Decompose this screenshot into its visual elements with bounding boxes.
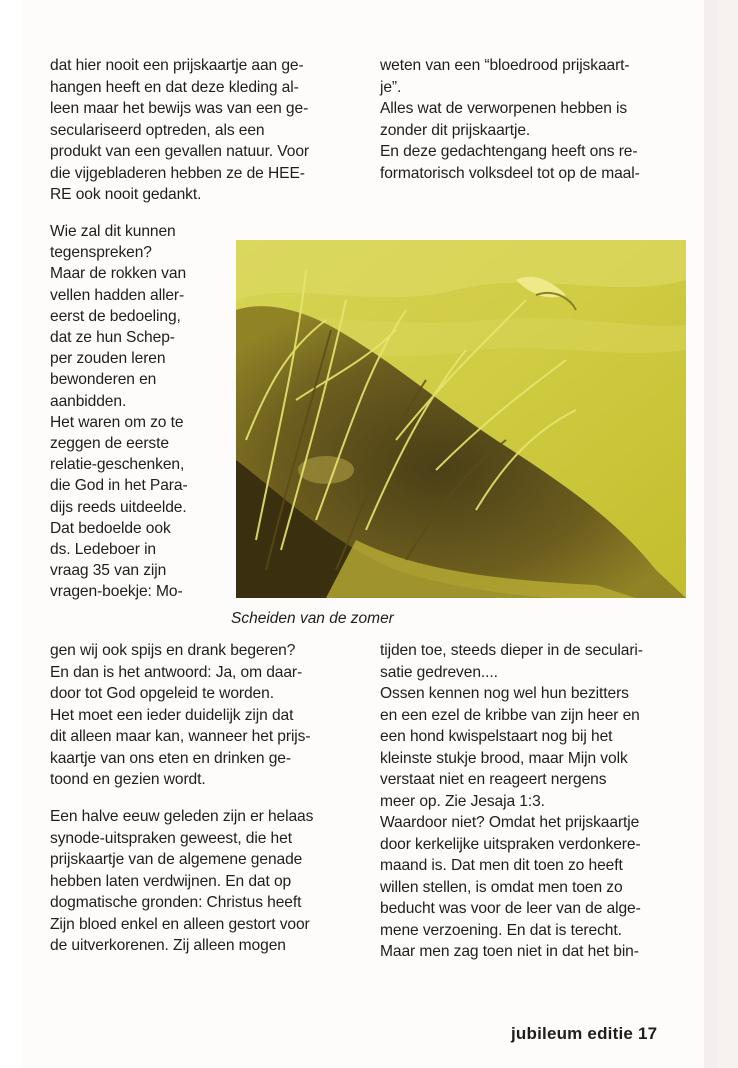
- text-line: en een ezel de kribbe van zijn heer en: [380, 706, 640, 724]
- text-line: tijden toe, steeds dieper in de seculari-: [380, 642, 643, 659]
- text-line: Zijn bloed enkel en alleen gestort voor: [50, 915, 310, 933]
- photo-grass-at-water: [236, 240, 686, 598]
- text-line: Een halve eeuw geleden zijn er helaas: [50, 808, 314, 825]
- photo-caption: Scheiden van de zomer: [231, 610, 394, 627]
- text-line: gen wij ook spijs en drank begeren?: [50, 642, 296, 659]
- text-line: hebben laten verdwijnen. En dat op: [50, 872, 292, 890]
- text-line: willen stellen, is omdat men toen zo: [380, 878, 623, 896]
- text-line: tegenspreken?: [50, 244, 152, 262]
- text-line: Maar men zag toen niet in dat het bin-: [380, 943, 639, 960]
- text-line: toond en gezien wordt.: [50, 771, 206, 788]
- text-line: prijskaartje van de algemene genade: [50, 851, 303, 868]
- text-line: relatie-geschenken,: [50, 456, 185, 474]
- text-line: weten van een “bloedrood prijskaart-: [380, 57, 630, 74]
- text-line: En dan is het antwoord: Ja, om daar-: [50, 663, 303, 681]
- text-line: meer op. Zie Jesaja 1:3.: [380, 792, 545, 810]
- text-line: hangen heeft en dat deze kleding al-: [50, 78, 299, 96]
- text-line: dogmatische gronden: Christus heeft: [50, 894, 302, 911]
- text-line: aanbidden.: [50, 392, 127, 410]
- text-line: de uitverkorenen. Zij alleen mogen: [50, 937, 286, 954]
- text-line: je”.: [380, 78, 402, 96]
- text-line: mene verzoening. En dat is terecht.: [380, 921, 622, 939]
- text-line: eerst de bedoeling,: [50, 307, 181, 325]
- text-line: beducht was voor de leer van de alge-: [380, 900, 641, 917]
- text-line: per zouden leren: [50, 350, 166, 368]
- text-line: seculariseerd optreden, als een: [50, 121, 265, 139]
- text-line: Het moet een ieder duidelijk zijn dat: [50, 706, 294, 724]
- text-line: Het waren om zo te: [50, 413, 184, 431]
- text-line: die God in het Para-: [50, 477, 188, 495]
- text-line: kaartje van ons eten en drinken ge-: [50, 749, 291, 767]
- text-line: een hond kwispelstaart nog bij het: [380, 728, 613, 745]
- text-line: dat ze hun Schep-: [50, 329, 175, 346]
- text-line: vellen hadden aller-: [50, 286, 185, 304]
- text-line: dijs reeds uitdeelde.: [50, 498, 187, 516]
- text-line: RE ook nooit gedankt.: [50, 186, 202, 203]
- page-edge: [718, 0, 738, 1068]
- text-line: Wie zal dit kunnen: [50, 223, 176, 240]
- page-footer: jubileum editie 17: [511, 1024, 658, 1043]
- text-line: Waardoor niet? Omdat het prijskaartje: [380, 814, 640, 831]
- text-line: vragen-boekje: Mo-: [50, 583, 183, 601]
- text-line: dat hier nooit een prijskaartje aan ge-: [50, 57, 304, 74]
- text-line: En deze gedachtengang heeft ons re-: [380, 143, 638, 160]
- text-line: bewonderen en: [50, 371, 157, 389]
- text-line: Alles wat de verworpenen hebben is: [380, 100, 628, 117]
- text-line: door tot God opgeleid te worden.: [50, 685, 274, 702]
- text-line: ds. Ledeboer in: [50, 541, 157, 558]
- text-line: door kerkelijke uitspraken verdonkere-: [380, 835, 641, 853]
- text-line: formatorisch volksdeel tot op de maal-: [380, 164, 640, 182]
- text-line: vraag 35 van zijn: [50, 562, 167, 580]
- text-line: Maar de rokken van: [50, 265, 187, 283]
- text-line: leen maar het bewijs was van een ge-: [50, 100, 309, 117]
- text-line: Dat bedoelde ook: [50, 519, 171, 537]
- text-line: zeggen de eerste: [50, 435, 169, 452]
- text-line: die vijgebladeren hebben ze de HEE-: [50, 164, 305, 182]
- text-line: satie gedreven....: [380, 663, 498, 681]
- text-line: dit alleen maar kan, wanneer het prijs-: [50, 728, 311, 745]
- text-line: produkt van een gevallen natuur. Voor: [50, 143, 309, 160]
- text-line: kleinste stukje brood, maar Mijn volk: [380, 749, 628, 767]
- text-line: maand is. Dat men dit toen zo heeft: [380, 857, 623, 874]
- text-line: zonder dit prijskaartje.: [380, 121, 531, 139]
- text-line: Ossen kennen nog wel hun bezitters: [380, 685, 629, 702]
- text-line: synode-uitspraken geweest, die het: [50, 829, 292, 847]
- text-line: verstaat niet en reageert nergens: [380, 771, 607, 788]
